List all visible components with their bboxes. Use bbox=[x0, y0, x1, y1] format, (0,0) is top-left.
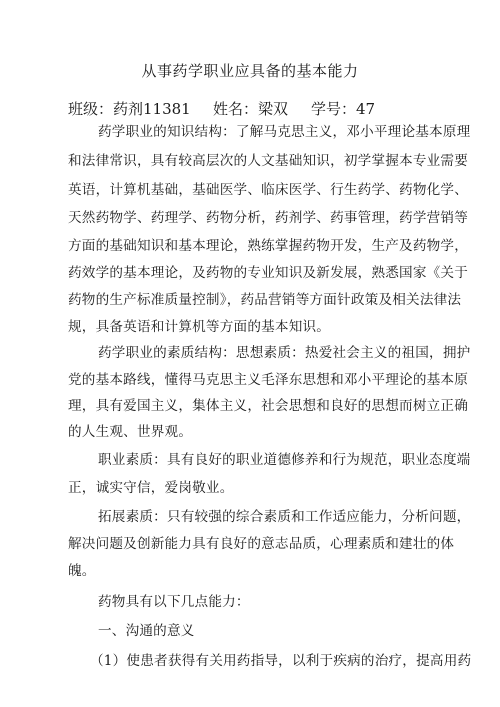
body-line: 职业素质：具有良好的职业道德修养和行为规范，职业态度端 bbox=[98, 452, 471, 468]
body-line: 理，具有爱国主义，集体主义，社会思想和良好的思想而树立正确 bbox=[68, 398, 469, 414]
body-line: 药学职业的素质结构：思想素质：热爱社会主义的祖国，拥护 bbox=[98, 345, 471, 361]
name-info: 姓名：梁双 bbox=[213, 100, 289, 118]
body-line: 药学职业的知识结构：了解马克思主义，邓小平理论基本原理 bbox=[98, 124, 471, 140]
body-line: 方面的基础知识和基本理论，熟练掌握药物开发，生产及药物学， bbox=[68, 238, 469, 254]
body-line: 党的基本路线，懂得马克思主义毛泽东思想和邓小平理论的基本原 bbox=[68, 372, 469, 388]
body-line: 拓展素质：只有较强的综合素质和工作适应能力，分析问题， bbox=[98, 509, 471, 525]
body-line: 规，具备英语和计算机等方面的基本知识。 bbox=[68, 319, 331, 335]
section-heading: 一、沟通的意义 bbox=[98, 623, 195, 639]
body-line: 药物具有以下几点能力： bbox=[98, 594, 250, 610]
body-line: （1）使患者获得有关用药指导，以利于疾病的治疗，提高用药 bbox=[90, 653, 472, 669]
body-line: 药效学的基本理论，及药物的专业知识及新发展，熟悉国家《关于 bbox=[68, 265, 469, 281]
body-line: 和法律常识，具有较高层次的人文基础知识，初学掌握本专业需要 bbox=[68, 153, 469, 169]
body-line: 天然药物学、药理学、药物分析，药剂学、药事管理，药学营销等 bbox=[68, 210, 469, 226]
document-title: 从事药学职业应具备的基本能力 bbox=[141, 62, 359, 80]
body-line: 英语，计算机基础，基础医学、临床医学、行生药学、药物化学、 bbox=[68, 182, 469, 198]
body-line: 解决问题及创新能力具有良好的意志品质，心理素质和建壮的体 bbox=[68, 536, 455, 552]
body-line: 药物的生产标准质量控制》，药品营销等方面针政策及相关法律法 bbox=[68, 292, 462, 308]
student-info-line bbox=[68, 98, 468, 120]
body-line: 的人生观、世界观。 bbox=[68, 424, 193, 440]
student-id-info: 学号：47 bbox=[311, 100, 376, 118]
body-line: 魄。 bbox=[68, 563, 96, 579]
class-info: 班级：药剂11381 bbox=[68, 100, 191, 118]
body-line: 正，诚实守信，爱岗敬业。 bbox=[68, 480, 234, 496]
